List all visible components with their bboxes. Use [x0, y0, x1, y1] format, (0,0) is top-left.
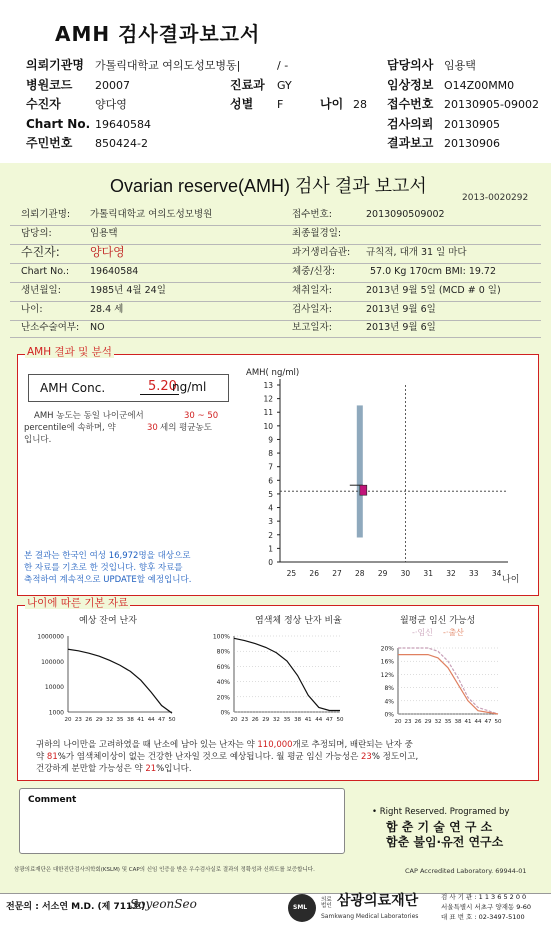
label-hospital: 의뢰기관명 — [26, 58, 84, 72]
info-value-collection: 2013년 9월 5일 (MCD # 0 일) — [366, 285, 501, 296]
mini-x-tick-label: 41 — [464, 719, 472, 725]
info-value-hospital: 가톨릭대학교 여의도성모병원 — [90, 209, 213, 220]
value-doctor: 임용택 — [444, 59, 476, 72]
info-value-surgery: NO — [90, 322, 105, 333]
info-value-birth: 1985년 4월 24일 — [90, 285, 166, 296]
mini-x-tick-label: 38 — [294, 717, 302, 723]
info-label-birth: 생년월일: — [21, 285, 61, 296]
amh-x-tick-label: 27 — [332, 569, 342, 578]
contact-2: 서울특별시 서초구 양재동 9-60 — [441, 903, 532, 911]
mini-y-tick-label: 20% — [216, 694, 230, 702]
mini-x-tick-label: 26 — [85, 717, 93, 723]
info-value-weight-height: 57.0 Kg 170cm BMI: 19.72 — [370, 266, 497, 277]
mini-x-tick-label: 38 — [126, 717, 134, 723]
mini-y-tick-label: 60% — [216, 663, 230, 671]
amh-y-tick-label: 10 — [263, 421, 273, 431]
mini-x-tick-label: 32 — [272, 717, 280, 723]
value-clinical-info: O14Z00MM0 — [444, 79, 515, 92]
mini-y-tick-label: 1000000 — [37, 633, 64, 641]
amh-x-tick-label: 34 — [491, 569, 502, 578]
info-label-collection: 채취일자: — [292, 285, 332, 296]
value-report: 20130906 — [444, 137, 500, 150]
mini-x-tick-label: 35 — [116, 717, 124, 723]
legend-pregnancy: -·임신 — [412, 628, 433, 637]
mini-x-tick-label: 20 — [230, 717, 238, 723]
amh-range-bar — [357, 405, 363, 537]
org-small: 의료 법인 — [321, 897, 332, 910]
cap-text: CAP Accredited Laboratory. 69944-01 — [405, 867, 527, 875]
mini-y-tick-label: 0% — [220, 709, 230, 717]
mini-series-line — [398, 655, 498, 714]
institute-1: 함 춘 기 술 연 구 소 — [386, 820, 493, 834]
info-label-receipt: 접수번호: — [292, 209, 332, 220]
amh-x-tick-label: 26 — [309, 569, 319, 578]
normal-chart-title: 염색체 정상 난자 비율 — [255, 616, 342, 626]
mini-x-tick-label: 29 — [95, 717, 103, 723]
amh-y-tick-label: 1 — [268, 544, 273, 554]
page-title: AMH 검사결과보고서 — [55, 22, 261, 46]
amh-y-tick-label: 6 — [268, 476, 273, 486]
amh-x-tick-label: 29 — [377, 569, 388, 578]
amh-desc-age: 30 — [147, 423, 158, 433]
amh-note-3: 축적하여 계속적으로 UPDATE할 예정입니다. — [24, 575, 192, 585]
mini-y-tick-label: 20% — [380, 645, 394, 653]
mini-series-line — [398, 648, 498, 714]
label-report: 결과보고 — [387, 136, 434, 150]
value-patient: 양다영 — [95, 98, 127, 111]
info-value-test-date: 2013년 9월 6일 — [366, 304, 436, 315]
info-label-chart-no: Chart No.: — [21, 266, 70, 277]
amh-desc-1: AMH 농도는 동일 나이군에서 — [34, 411, 144, 421]
report-title: Ovarian reserve(AMH) 검사 결과 보고서 — [110, 176, 427, 196]
mini-x-tick-label: 50 — [168, 717, 176, 723]
info-value-receipt: 2013090509002 — [366, 209, 445, 220]
amh-desc-2: percentile에 속하며, 약 — [24, 423, 116, 433]
info-label-hospital: 의뢰기관명: — [21, 209, 71, 220]
mini-y-tick-label: 100000 — [41, 658, 64, 666]
mini-y-tick-label: 16% — [380, 658, 394, 666]
mini-y-tick-label: 1000 — [48, 709, 64, 717]
label-receipt-no: 접수번호 — [387, 97, 434, 111]
mini-x-tick-label: 41 — [304, 717, 312, 723]
value-resident-no: 850424-2 — [95, 137, 148, 150]
org-en: Samkwang Medical Laboratories — [321, 913, 419, 920]
info-label-surgery: 난소수술여부: — [21, 322, 80, 333]
label-patient: 수진자 — [26, 97, 61, 111]
info-value-patient: 양다영 — [90, 245, 125, 259]
info-value-cycle: 규칙적, 대개 31 일 마다 — [366, 247, 467, 258]
amh-conc-unit: ng/ml — [172, 380, 207, 394]
mini-y-tick-label: 12% — [380, 671, 394, 679]
mini-x-tick-label: 23 — [74, 717, 82, 723]
label-hospital-code: 병원코드 — [26, 78, 73, 92]
value-receipt-no: 20130905-09002 — [444, 98, 539, 111]
amh-section-label: AMH 결과 및 분석 — [27, 346, 112, 358]
amh-age-chart — [240, 364, 530, 586]
institute-2: 함춘 불임·유전 연구소 — [386, 835, 504, 849]
legend-birth: -·출산 — [443, 628, 464, 637]
summary-line-3: 건강하게 분만할 가능성은 약 21%입니다. — [36, 764, 192, 774]
contact-1: 검 사 기 관 : 1 1 3 6 5 2 0 0 — [441, 893, 527, 901]
mini-y-tick-label: 100% — [212, 633, 230, 641]
info-label-weight-height: 체중/신장: — [292, 266, 336, 277]
amh-chart-ylabel: AMH( ng/ml) — [246, 368, 300, 378]
info-label-patient: 수진자: — [21, 245, 60, 259]
amh-y-tick-label: 13 — [263, 381, 273, 390]
amh-patient-marker — [360, 485, 367, 495]
mini-x-tick-label: 23 — [241, 717, 249, 723]
info-label-cycle: 과거생리습관: — [292, 247, 351, 258]
amh-y-tick-label: 8 — [268, 449, 273, 459]
mini-x-tick-label: 41 — [137, 717, 145, 723]
label-department: 진료과 — [230, 78, 265, 92]
comment-label: Comment — [28, 795, 77, 805]
amh-y-tick-label: 4 — [268, 503, 273, 513]
info-value-doctor: 임용택 — [90, 228, 118, 239]
label-resident-no: 주민번호 — [26, 136, 73, 150]
mini-x-tick-label: 32 — [106, 717, 114, 723]
amh-conc-label: AMH Conc. — [40, 381, 106, 395]
mini-x-tick-label: 44 — [315, 717, 323, 723]
value-chart-no: 19640584 — [95, 118, 151, 131]
label-request: 검사의뢰 — [387, 117, 434, 131]
report-number: 2013-0020292 — [462, 193, 529, 203]
rights-text: • Right Reserved. Programed by — [372, 807, 510, 817]
label-clinical-info: 임상정보 — [387, 78, 434, 92]
info-label-report-date: 보고일자: — [292, 322, 332, 333]
amh-chart-xlabel: 나이 — [502, 575, 520, 585]
info-label-doctor: 담당의: — [21, 228, 52, 239]
mini-y-tick-label: 10000 — [44, 684, 64, 692]
amh-y-tick-label: 12 — [263, 394, 273, 404]
org-name: 삼광의료재단 — [337, 893, 419, 909]
label-chart-no: Chart No. — [26, 117, 91, 131]
signature: SoyeonSeo — [130, 897, 197, 911]
amh-x-tick-label: 33 — [469, 569, 479, 578]
label-age: 나이 — [320, 97, 344, 111]
value-department: GY — [277, 79, 292, 92]
specialist: 전문의 : 서소연 M.D. (제 711호) — [6, 902, 146, 912]
mini-y-tick-label: 0% — [384, 711, 394, 719]
age-section-label: 나이에 따른 기본 자료 — [27, 597, 129, 609]
amh-y-tick-label: 7 — [268, 462, 273, 472]
amh-x-tick-label: 31 — [423, 569, 433, 578]
mini-x-tick-label: 44 — [147, 717, 155, 723]
normal-ratio-chart — [200, 628, 360, 728]
pregnancy-chart-title: 월평균 임신 가능성 — [400, 616, 476, 626]
amh-x-tick-label: 32 — [446, 569, 456, 578]
value-sex: F — [277, 98, 284, 111]
mini-x-tick-label: 29 — [262, 717, 270, 723]
mini-x-tick-label: 20 — [394, 719, 402, 725]
value-hospital: 가톨릭대학교 여의도성모병동| — [95, 59, 241, 72]
mini-x-tick-label: 44 — [474, 719, 482, 725]
summary-line-1: 귀하의 나이만을 고려하였을 때 난소에 남아 있는 난자는 약 110,000개로 추정되며, 배란되는 난자 중 — [36, 740, 413, 750]
amh-desc-range: 30 ~ 50 — [184, 411, 219, 421]
amh-x-tick-label: 25 — [286, 569, 297, 578]
amh-desc-3: 세의 평균농도 — [160, 423, 212, 433]
mini-series-line — [68, 649, 172, 713]
amh-y-tick-label: 9 — [268, 435, 273, 445]
sml-logo-text: SML — [293, 904, 308, 911]
info-value-age: 28.4 세 — [90, 304, 124, 315]
info-label-test-date: 검사일자: — [292, 304, 332, 315]
value-age: 28 — [353, 98, 367, 111]
amh-y-tick-label: 5 — [268, 489, 273, 499]
pregnancy-chart — [368, 640, 528, 728]
amh-y-tick-label: 3 — [268, 517, 273, 527]
mini-x-tick-label: 50 — [494, 719, 502, 725]
mini-y-tick-label: 80% — [216, 648, 230, 656]
amh-note-1: 본 결과는 한국인 여성 16,972명을 대상으로 — [24, 551, 191, 561]
mini-x-tick-label: 35 — [283, 717, 291, 723]
mini-series-line — [234, 638, 340, 710]
mini-x-tick-label: 47 — [484, 719, 492, 725]
mini-x-tick-label: 32 — [434, 719, 442, 725]
amh-x-tick-label: 30 — [400, 569, 411, 578]
amh-desc-4: 입니다. — [24, 435, 52, 445]
oocyte-chart — [22, 628, 182, 728]
mini-y-tick-label: 4% — [384, 698, 394, 706]
mini-x-tick-label: 23 — [404, 719, 412, 725]
mini-x-tick-label: 38 — [454, 719, 462, 725]
info-label-lmp: 최종월경일: — [292, 228, 342, 239]
label-doctor: 담당의사 — [387, 58, 434, 72]
mini-x-tick-label: 50 — [336, 717, 344, 723]
amh-y-tick-label: 0 — [268, 558, 273, 567]
value-dept-slash: / - — [277, 59, 289, 72]
mini-x-tick-label: 29 — [424, 719, 432, 725]
accreditation-text: 삼광의료재단은 대한진단검사의학회(KSLM) 및 CAP의 신임 인증을 받은 우수검사실로 결과의 정확성과 신뢰도를 보증합니다. — [14, 867, 315, 873]
amh-y-tick-label: 11 — [263, 408, 273, 418]
mini-y-tick-label: 40% — [216, 679, 230, 687]
info-value-report-date: 2013년 9월 6일 — [366, 322, 436, 333]
mini-x-tick-label: 26 — [251, 717, 259, 723]
value-request: 20130905 — [444, 118, 500, 131]
mini-y-tick-label: 8% — [384, 685, 394, 693]
oocyte-chart-title: 예상 잔여 난자 — [79, 616, 137, 626]
mini-x-tick-label: 47 — [158, 717, 166, 723]
amh-conc-value: 5.20 — [140, 380, 179, 395]
info-value-chart-no: 19640584 — [90, 266, 139, 277]
amh-x-tick-label: 28 — [355, 569, 365, 578]
info-label-age: 나이: — [21, 304, 43, 315]
amh-y-tick-label: 2 — [268, 530, 273, 540]
mini-x-tick-label: 20 — [64, 717, 72, 723]
mini-x-tick-label: 35 — [444, 719, 452, 725]
summary-line-2: 약 81%가 염색체이상이 없는 건강한 난자일 것으로 예상됩니다. 월 평균 임신 가능성은 23% 정도이고, — [36, 752, 419, 762]
mini-x-tick-label: 47 — [325, 717, 333, 723]
label-sex: 성별 — [230, 97, 254, 111]
contact-3: 대 표 번 호 : 02-3497-5100 — [441, 913, 525, 921]
amh-note-2: 한 자료를 기초로 한 것입니다. 향후 자료를 — [24, 563, 183, 573]
value-hospital-code: 20007 — [95, 79, 130, 92]
mini-x-tick-label: 26 — [414, 719, 422, 725]
